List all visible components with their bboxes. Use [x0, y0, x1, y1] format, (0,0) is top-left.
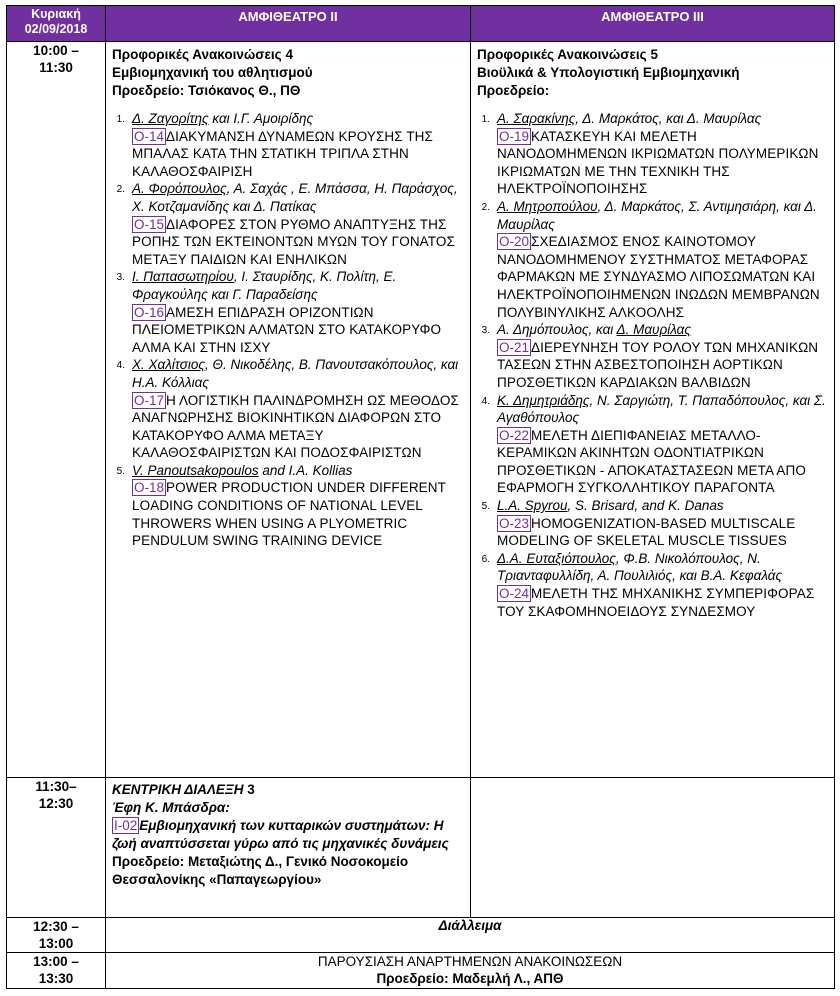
presenting-author: Δ. Ζαγορίτης	[132, 111, 209, 126]
paper-item	[106, 462, 470, 550]
poster-session-cell	[106, 953, 835, 989]
paper-item	[106, 180, 470, 268]
keynote-number: 3	[243, 782, 255, 797]
paper-number: 3.	[481, 325, 490, 337]
time-end: 13:30	[38, 971, 74, 986]
co-authors: , Ι. Σταυρίδης, Κ. Πολίτη, Ε. Φραγκούλης και Γ. Παραδείσης	[132, 269, 397, 302]
paper-item	[471, 392, 834, 498]
paper-item	[471, 110, 834, 198]
day-label: Κυριακή	[31, 7, 81, 21]
keynote-chair-affiliation: Θεσσαλονίκης «Παπαγεωργίου»	[112, 872, 322, 887]
paper-number: 4.	[481, 395, 490, 407]
paper-title: ΣΧΕΔΙΑΣΜΟΣ ΕΝΟΣ ΚΑΙΝΟΤΟΜΟΥ ΝΑΝΟΔΟΜΗΜΕΝΟΥ ΣΥΣΤΗΜΑΤΟΣ ΜΕΤΑΦΟΡΑΣ ΦΑΡΜΑΚΩΝ ΜΕ ΣΥΝΔΥΑΣΜΟ ΛΙΠΟΣΩΜΑΤΩΝ ΚΑΙ ΗΛΕΚΤΡΟΪΝΟΠΟΙΗΜΕΝΩΝ ΙΝΩΔΩΝ ΜΕΜΒΡΑΝΩΝ ΠΟΛΥΒΙΝΥΛΙΚΗΣ ΑΛΚΟΟΛΗΣ	[497, 234, 820, 320]
slot-row-break	[7, 918, 835, 953]
co-authors: και Ι.Γ. Αμοιρίδης	[208, 111, 314, 126]
presenting-author: Ι. Παπασωτηρίου	[132, 269, 234, 285]
slot-row-keynote	[7, 778, 835, 918]
time-end: 13:00	[38, 936, 74, 951]
paper-list	[106, 110, 470, 550]
author-separator: , και	[588, 322, 617, 338]
paper-title: HOMOGENIZATION-BASED MULTISCALE MODELING OF SKELETAL MUSCLE TISSUES	[497, 515, 796, 549]
paper-number: 5.	[481, 501, 490, 513]
date-label: 02/09/2018	[24, 22, 88, 36]
co-author: Α. Δημόπουλος	[497, 322, 589, 338]
keynote-code: I-02	[114, 818, 138, 833]
paper-code: O-14	[134, 128, 165, 144]
session-title: Προφορικές Ανακοινώσεις 4	[112, 47, 293, 62]
programme-table	[6, 5, 835, 989]
co-authors: , S. Brisard, and K. Danas	[567, 498, 724, 514]
slot-row-oral-sessions	[7, 42, 835, 778]
paper-title: POWER PRODUCTION UNDER DIFFERENT LOADING CONDITIONS OF NATIONAL LEVEL THROWERS WHEN USING A PLYOMETRIC PENDULUM SWING TRAINING DEVICE	[132, 480, 446, 549]
session-header	[106, 42, 470, 100]
paper-code: O-15	[134, 216, 165, 232]
session-title: Προφορικές Ανακοινώσεις 5	[477, 47, 658, 62]
paper-number: 2.	[116, 184, 125, 196]
header-row	[7, 6, 835, 42]
keynote-speaker: Έφη Κ. Μπάσδρα:	[112, 800, 230, 815]
time-cell	[7, 42, 106, 778]
paper-number: 1.	[481, 114, 490, 125]
time-start: 10:00 –	[33, 43, 79, 58]
paper-code: O-24	[499, 586, 530, 602]
paper-title: Η ΛΟΓΙΣΤΙΚΗ ΠΑΛΙΝΔΡΟΜΗΣΗ ΩΣ ΜΕΘΟΔΟΣ ΑΝΑΓΝΩΡΗΣΗΣ ΒΙΟΚΙΝΗΤΙΚΩΝ ΔΙΑΦΟΡΩΝ ΣΤΟ ΚΑΤΑΚΟΡΥΦΟ ΑΛΜΑ ΜΕΤΑΞΥ ΚΑΛΑΘΟΣΦΑΙΡΙΣΤΩΝ ΚΑΙ ΠΟΔΟΣΦΑΙΡΙΣΤΩΝ	[132, 392, 459, 461]
paper-item	[471, 198, 834, 321]
presenting-author: Α. Φορόπουλος	[132, 181, 227, 197]
paper-title: ΔΙΑΦΟΡΕΣ ΣΤΟΝ ΡΥΘΜΟ ΑΝΑΠΤΥΞΗΣ ΤΗΣ ΡΟΠΗΣ ΤΩΝ ΕΚΤΕΙΝΟΝΤΩΝ ΜΥΩΝ ΤΟΥ ΓΟΝΑΤΟΣ ΜΕΤΑΞΥ ΠΑΙΔΙΩΝ ΚΑΙ ΕΝΗΛΙΚΩΝ	[132, 216, 455, 267]
paper-code: O-22	[499, 427, 530, 443]
session-chair: Προεδρείο: Τσιόκανος Θ., ΠΘ	[112, 83, 301, 98]
paper-number: 2.	[481, 201, 490, 213]
paper-code: O-18	[134, 480, 165, 496]
presenting-author: V. Panoutsakopoulos	[132, 462, 259, 478]
session-header	[471, 42, 834, 100]
paper-code: O-20	[499, 234, 530, 250]
paper-number: 4.	[116, 360, 125, 372]
paper-list	[471, 110, 834, 620]
keynote-block	[106, 778, 470, 889]
time-start: 12:30 –	[33, 919, 79, 934]
paper-title: ΔΙΕΡΕΥΝΗΣΗ ΤΟΥ ΡΟΛΟΥ ΤΩΝ ΜΗΧΑΝΙΚΩΝ ΤΑΣΕΩΝ ΣΤΗΝ ΑΣΒΕΣΤΟΠΟΙΗΣΗ ΑΟΡΤΙΚΩΝ ΠΡΟΣΘΕΤΙΚΩΝ ΚΑΡΔΙΑΚΩΝ ΒΑΛΒΙΔΩΝ	[497, 339, 819, 390]
paper-title: ΜΕΛΕΤΗ ΔΙΕΠΙΦΑΝΕΙΑΣ ΜΕΤΑΛΛΟ-ΚΕΡΑΜΙΚΩΝ ΑΚΙΝΗΤΩΝ ΟΔΟΝΤΙΑΤΡΙΚΩΝ ΠΡΟΣΘΕΤΙΚΩΝ - ΑΠΟΚΑΤΑΣΤΑΣΕΩΝ ΜΕΤΑ ΑΠΟ ΕΦΑΡΜΟΓΗ ΣΥΓΚΟΛΛΗΤΙΚΟΥ ΠΑΡΑΓΟΝΤΑ	[497, 427, 806, 496]
time-cell	[7, 953, 106, 989]
paper-number: 5.	[116, 465, 125, 477]
time-end: 11:30	[39, 60, 73, 75]
poster-session-chair: Προεδρείο: Μαδεμλή Λ., ΑΠΘ	[376, 971, 564, 986]
presenting-author: L.A. Spyrou	[497, 498, 568, 514]
poster-session-title: ΠΑΡΟΥΣΙΑΣΗ ΑΝΑΡΤΗΜΕΝΩΝ ΑΝΑΚΟΙΝΩΣΕΩΝ	[317, 954, 623, 969]
time-start: 13:00 –	[33, 954, 79, 969]
co-authors: , Θ. Νικοδέλης, Β. Πανουτσακόπουλος, και Η.Α. Κόλλιας	[132, 357, 459, 390]
day-header	[7, 6, 106, 42]
paper-item	[471, 550, 834, 620]
presenting-author: Δ.Α. Ευταξιόπουλος	[497, 550, 616, 566]
co-authors: , Α. Σαχάς , Ε. Μπάσσα, Η. Παράσχος, Χ. Κοτζαμανίδης και Δ. Πατίκας	[132, 181, 458, 214]
presenting-author: Α. Σαρακίνης	[497, 111, 576, 126]
paper-number: 3.	[116, 272, 125, 284]
keynote-label: ΚΕΝΤΡΙΚΗ ΔΙΑΛΕΞΗ	[112, 782, 244, 797]
co-authors: , Δ. Μαρκάτος, Σ. Αντιμησιάρη, και Δ. Μαυρίλας	[497, 198, 817, 232]
presenting-author: Δ. Μαυρίλας	[616, 322, 691, 338]
hall2-header: ΑΜΦΙΘΕΑΤΡΟ ΙΙ	[106, 6, 471, 42]
presenting-author: Κ. Δημητριάδης	[497, 392, 590, 408]
paper-title: ΔΙΑΚΥΜΑΝΣΗ ΔΥΝΑΜΕΩΝ ΚΡΟΥΣΗΣ ΤΗΣ ΜΠΑΛΑΣ ΚΑΤΑ ΤΗΝ ΣΤΑΤΙΚΗ ΤΡΙΠΛΑ ΣΤΗΝ ΚΑΛΑΘΟΣΦΑΙΡΙΣΗ	[132, 128, 433, 179]
paper-item	[106, 356, 470, 462]
paper-code: O-23	[499, 515, 530, 531]
time-cell	[7, 778, 106, 918]
paper-code: O-19	[499, 128, 530, 144]
keynote-chair: Προεδρείο: Μεταξιώτης Δ., Γενικό Νοσοκομείο	[112, 854, 409, 869]
paper-code: O-16	[134, 304, 165, 320]
time-end: 12:30	[38, 796, 74, 811]
paper-number: 6.	[481, 553, 490, 565]
co-authors: , Ν. Σαργιώτη, Τ. Παπαδόπουλος, και Σ. Αγαθόπουλος	[497, 392, 826, 426]
co-authors: , Δ. Μαρκάτος, και Δ. Μαυρίλας	[575, 111, 762, 126]
keynote-title: Εμβιομηχανική των κυτταρικών συστημάτων: Η ζωή αναπτύσσεται γύρω από τις μηχανικές δυνάμεις	[112, 818, 449, 851]
paper-code: O-21	[499, 339, 530, 355]
hall2-session-cell	[106, 42, 471, 778]
slot-row-posters	[7, 953, 835, 989]
keynote-cell	[106, 778, 471, 918]
time-start: 11:30–	[35, 779, 77, 794]
paper-item	[106, 110, 470, 180]
co-authors: , Φ.Β. Νικολόπουλος, Ν. Τριανταφυλλίδη, Α. Πουλιλιός, και Β.Α. Κεφαλάς	[497, 550, 783, 584]
paper-title: ΚΑΤΑΣΚΕΥΗ ΚΑΙ ΜΕΛΕΤΗ ΝΑΝΟΔΟΜΗΜΕΝΩΝ ΙΚΡΙΩΜΑΤΩΝ ΠΟΛΥΜΕΡΙΚΩΝ ΙΚΡΙΩΜΑΤΩΝ ΜΕ ΤΗΝ ΤΕΧΝΙΚΗ ΤΗΣ ΗΛΕΚΤΡΟΪΝΟΠΟΙΗΣΗΣ	[497, 128, 819, 197]
presenting-author: Χ. Χαλίτσιος	[132, 357, 205, 373]
break-label: Διάλλειμα	[106, 918, 835, 953]
paper-number: 1.	[116, 114, 125, 125]
session-chair: Προεδρείο:	[477, 83, 550, 98]
hall3-session-cell	[471, 42, 835, 778]
hall3-header: ΑΜΦΙΘΕΑΤΡΟ ΙΙΙ	[471, 6, 835, 42]
paper-item	[471, 497, 834, 550]
presenting-author: Α. Μητροπούλου	[497, 198, 598, 214]
session-topic: Βιοϋλικά & Υπολογιστική Εμβιομηχανική	[477, 65, 740, 80]
session-topic: Εμβιομηχανική του αθλητισμού	[112, 65, 313, 80]
co-authors: and I.A. Kollias	[258, 462, 353, 478]
paper-title: ΜΕΛΕΤΗ ΤΗΣ ΜΗΧΑΝΙΚΗΣ ΣΥΜΠΕΡΙΦΟΡΑΣ ΤΟΥ ΣΚΑΦΟΜΗΝΟΕΙΔΟΥΣ ΣΥΝΔΕΣΜΟΥ	[497, 586, 815, 619]
paper-title: ΑΜΕΣΗ ΕΠΙΔΡΑΣΗ ΟΡΙΖΟΝΤΙΩΝ ΠΛΕΙΟΜΕΤΡΙΚΩΝ ΑΛΜΑΤΩΝ ΣΤΟ ΚΑΤΑΚΟΡΥΦΟ ΑΛΜΑ ΚΑΙ ΣΤΗΝ ΙΣΧΥ	[132, 304, 442, 355]
paper-item	[471, 321, 834, 391]
paper-item	[106, 268, 470, 356]
time-cell	[7, 918, 106, 953]
empty-cell	[471, 778, 835, 918]
paper-code: O-17	[134, 392, 165, 408]
